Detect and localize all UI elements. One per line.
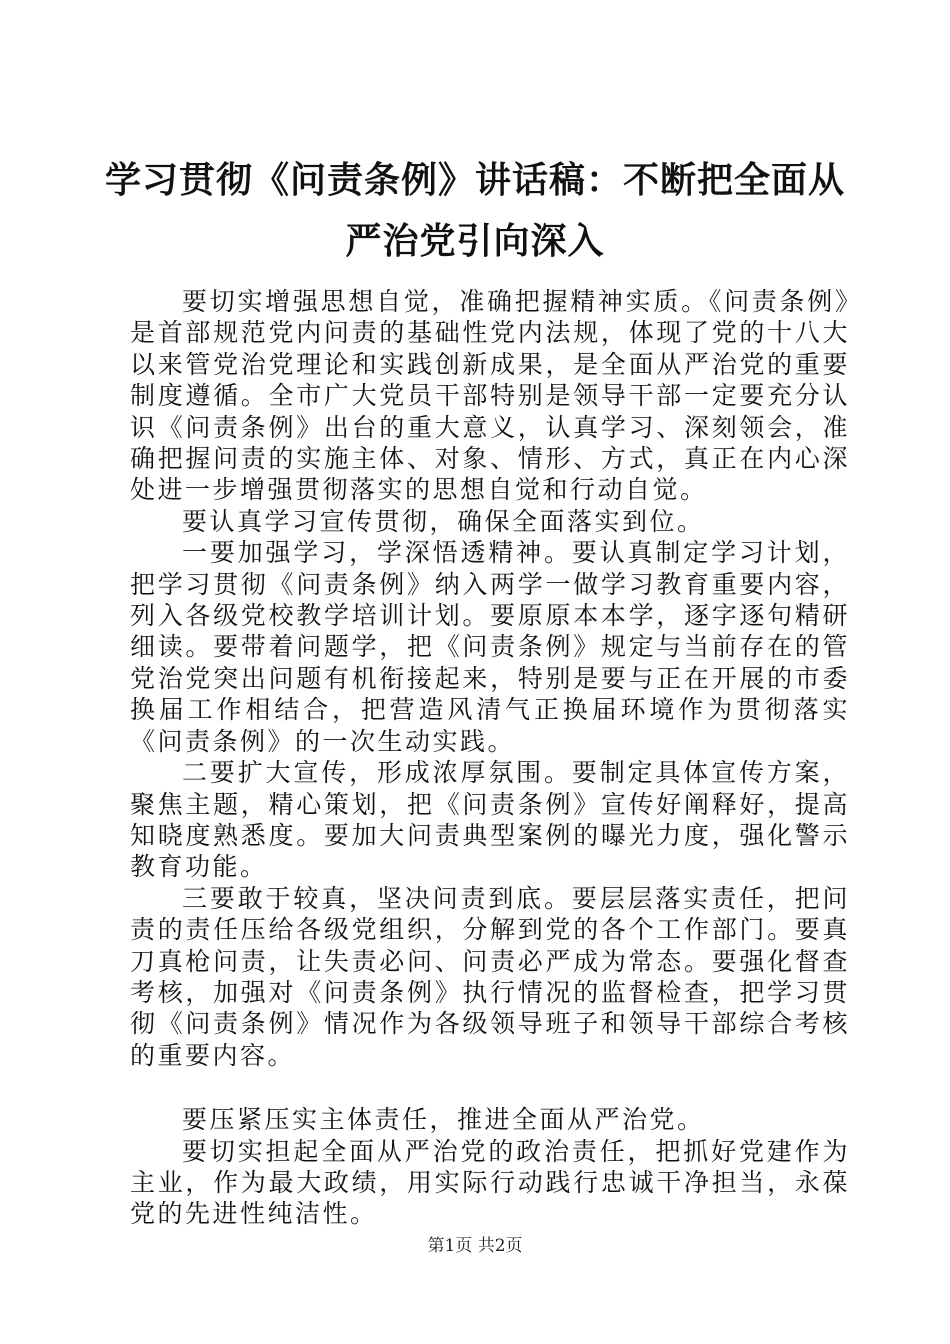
paragraph: 要切实担起全面从严治党的政治责任，把抓好党建作为主业，作为最大政绩，用实际行动践行忠诚干净担当，永葆党的先进性纯洁性。 [130,1136,850,1229]
paragraph-heading: 要压紧压实主体责任，推进全面从严治党。 [182,1105,705,1135]
paragraph: 一要加强学习，学深悟透精神。要认真制定学习计划，把学习贯彻《问责条例》纳入两学一做学习教育重要内容，列入各级党校教学培训计划。要原原本本学，逐字逐句精研细读。要带着问题学，把《问责条例》规定与当前存在的管党治党突出问题有机衔接起来，特别是要与正在开展的市委换届工作相结合，把营造风清气正换届环境作为贯彻落实《问责条例》的一次生动实践。 [130,538,850,756]
paragraph: 二要扩大宣传，形成浓厚氛围。要制定具体宣传方案，聚焦主题，精心策划，把《问责条例》宣传好阐释好，提高知晓度熟悉度。要加大问责典型案例的曝光力度，强化警示教育功能。 [130,758,850,882]
paragraph: 三要敢于较真，坚决问责到底。要层层落实责任，把问责的责任压给各级党组织，分解到党的各个工作部门。要真刀真枪问责，让失责必问、问责必严成为常态。要强化督查考核，加强对《问责条例》执行情况的监督检查，把学习贯彻《问责条例》情况作为各级领导班子和领导干部综合考核的重要内容。 [130,883,850,1070]
document-title-line-2: 严治党引向深入 [345,220,605,262]
paragraph: 要切实增强思想自觉，准确把握精神实质。《问责条例》是首部规范党内问责的基础性党内法规，体现了党的十八大以来管党治党理论和实践创新成果，是全面从严治党的重要制度遵循。全市广大党员干部特别是领导干部一定要充分认识《问责条例》出台的重大意义，认真学习、深刻领会，准确把握问责的实施主体、对象、情形、方式，真正在内心深处进一步增强贯彻落实的思想自觉和行动自觉。 [130,287,850,505]
document-title-line-1: 学习贯彻《问责条例》讲话稿：不断把全面从 [104,159,845,201]
document-body [130,286,850,1230]
paragraph-heading: 要认真学习宣传贯彻，确保全面落实到位。 [182,506,705,536]
page-number-footer: 第1页 共2页 [427,1236,523,1256]
